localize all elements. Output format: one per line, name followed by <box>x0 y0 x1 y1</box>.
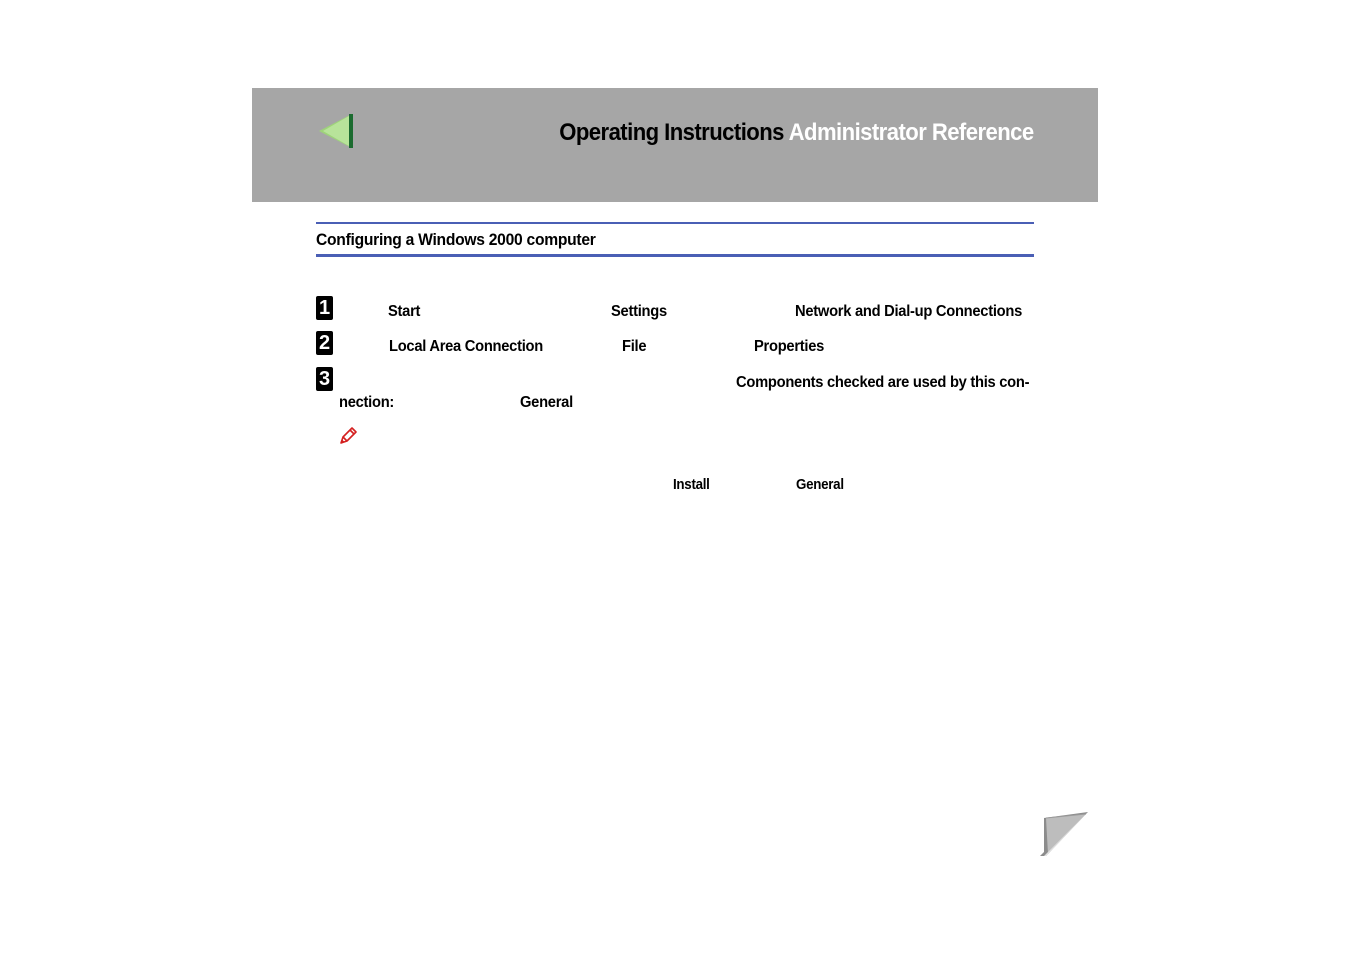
term-general: General <box>520 394 573 411</box>
title-main: Operating Instructions <box>559 119 785 146</box>
term-components-checked: Components checked are used by this con- <box>736 374 1030 391</box>
section-heading <box>316 222 1034 257</box>
term-local-area-connection: Local Area Connection <box>389 338 543 355</box>
term-general-note: General <box>796 477 844 493</box>
title-sub: Administrator Reference <box>789 119 1034 146</box>
pencil-note-icon <box>338 426 358 446</box>
term-properties: Properties <box>754 338 825 355</box>
next-page-icon[interactable] <box>1040 812 1090 858</box>
term-install: Install <box>673 477 710 493</box>
page-title <box>560 119 1034 147</box>
back-arrow-icon[interactable] <box>319 114 355 150</box>
page-header <box>252 88 1098 202</box>
step-number: 1 <box>316 296 333 320</box>
term-network-connections: Network and Dial-up Connections <box>795 303 1022 320</box>
term-file: File <box>622 338 647 355</box>
term-start: Start <box>388 303 421 320</box>
term-settings: Settings <box>611 303 667 320</box>
term-nection: nection: <box>339 394 395 411</box>
step-number: 2 <box>316 331 333 355</box>
step-number: 3 <box>316 367 333 391</box>
section-title: Configuring a Windows 2000 computer <box>316 230 596 249</box>
